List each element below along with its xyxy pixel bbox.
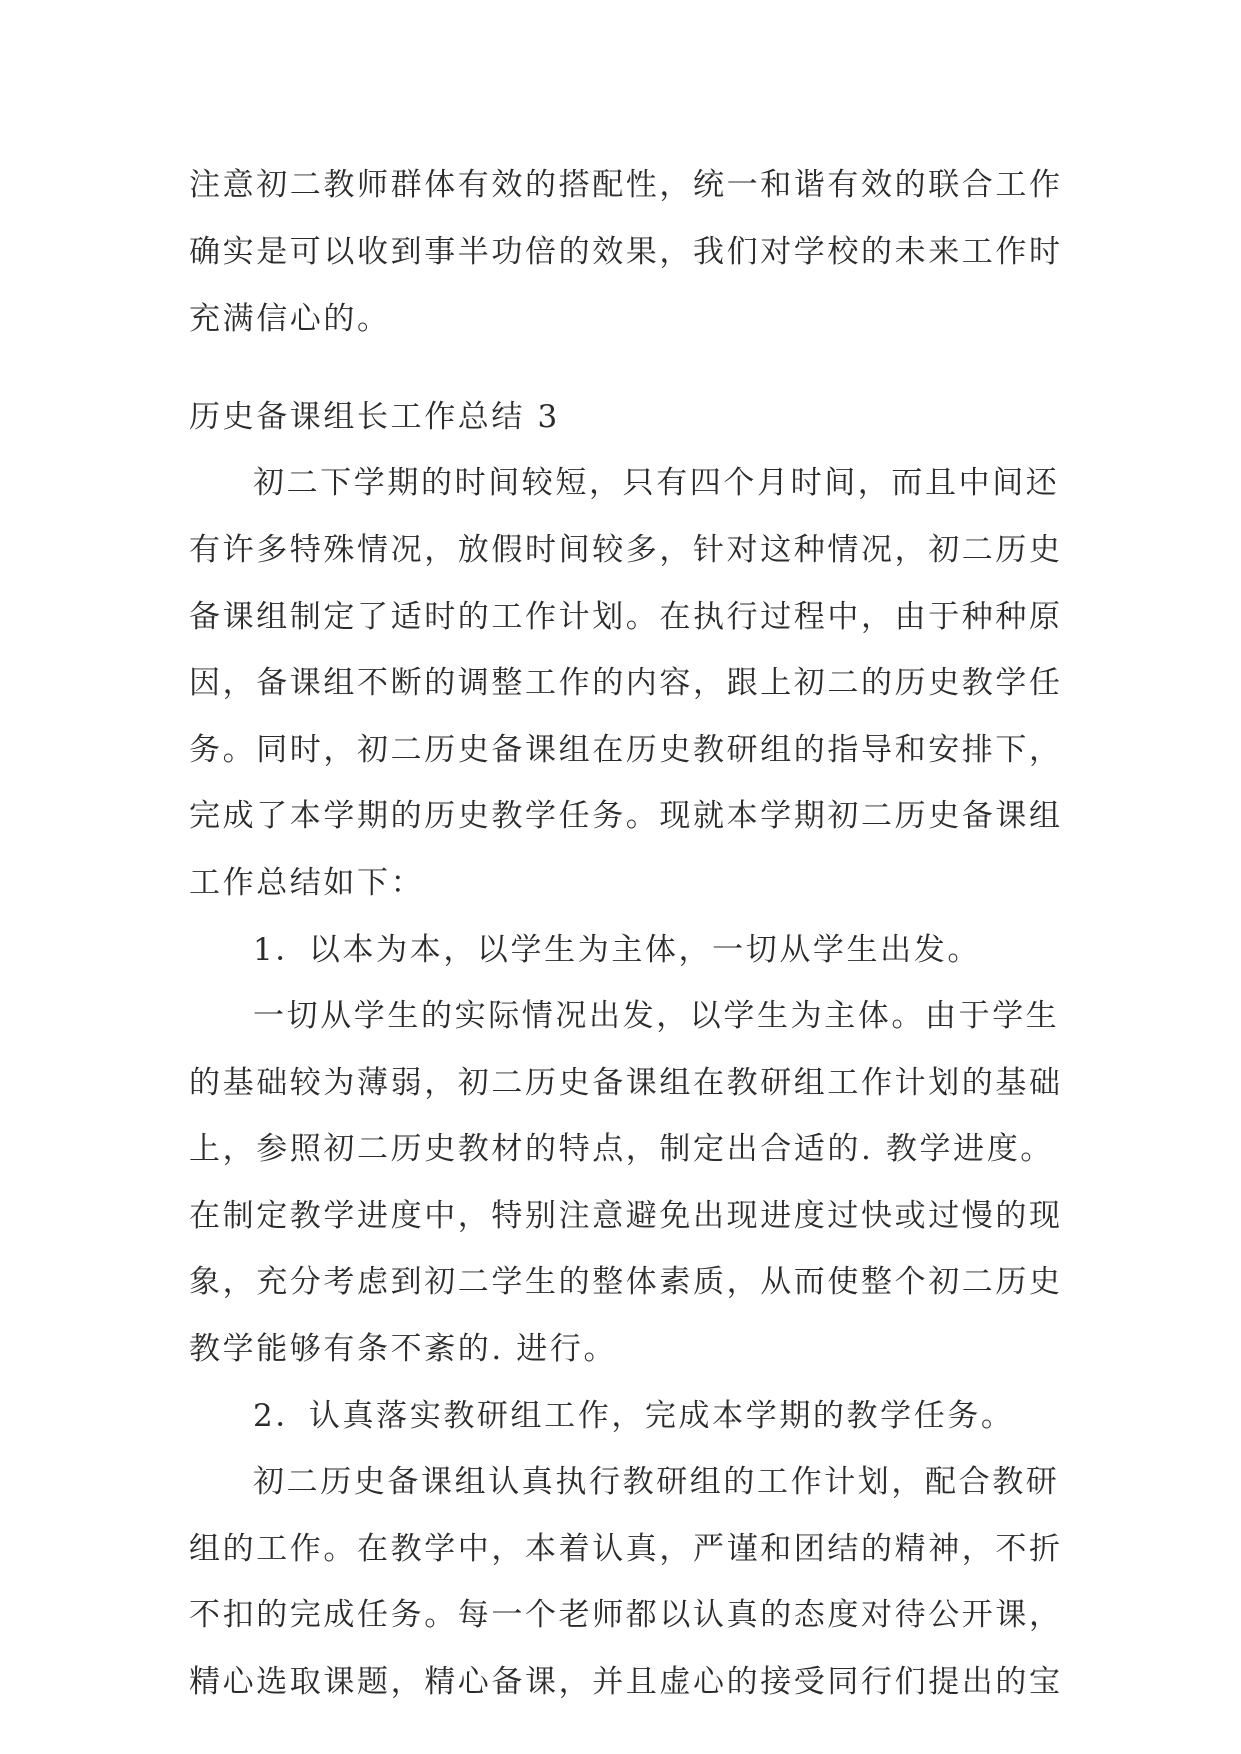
text-line: 完成了本学期的历史教学任务。现就本学期初二历史备课组	[189, 798, 1063, 834]
text-line: 象，充分考虑到初二学生的整体素质，从而使整个初二历史	[189, 1264, 1063, 1300]
text-line: 精心选取课题，精心备课，并且虚心的接受同行们提出的宝	[189, 1664, 1063, 1700]
text-line: 不扣的完成任务。每一个老师都以认真的态度对待公开课，	[189, 1597, 1063, 1633]
text-line: 充满信心的。	[189, 301, 391, 337]
paragraph-first-line: 初二下学期的时间较短，只有四个月时间，而且中间还	[253, 465, 1060, 501]
text-line: 因，备课组不断的调整工作的内容，跟上初二的历史教学任	[189, 665, 1063, 701]
text-line: 注意初二教师群体有效的搭配性，统一和谐有效的联合工作	[189, 167, 1063, 203]
numbered-point: 1．以本为本，以学生为主体，一切从学生出发。	[253, 932, 981, 968]
text-line: 工作总结如下：	[189, 865, 425, 901]
numbered-point: 2．认真落实教研组工作，完成本学期的教学任务。	[253, 1398, 1015, 1434]
text-line: 有许多特殊情况，放假时间较多，针对这种情况，初二历史	[189, 532, 1063, 568]
text-line: 组的工作。在教学中，本着认真，严谨和团结的精神，不折	[189, 1531, 1063, 1567]
paragraph-first-line: 初二历史备课组认真执行教研组的工作计划，配合教研	[253, 1464, 1060, 1500]
text-line: 教学能够有条不紊的. 进行。	[189, 1331, 618, 1367]
text-line: 的基础较为薄弱，初二历史备课组在教研组工作计划的基础	[189, 1065, 1063, 1101]
text-line: 备课组制定了适时的工作计划。在执行过程中，由于种种原	[189, 599, 1063, 635]
text-line: 确实是可以收到事半功倍的效果，我们对学校的未来工作时	[189, 234, 1063, 270]
text-line: 在制定教学进度中，特别注意避免出现进度过快或过慢的现	[189, 1198, 1063, 1234]
text-line: 务。同时，初二历史备课组在历史教研组的指导和安排下，	[189, 732, 1063, 768]
paragraph-first-line: 一切从学生的实际情况出发，以学生为主体。由于学生	[253, 998, 1060, 1034]
section-heading: 历史备课组长工作总结 3	[189, 399, 560, 435]
text-line: 上，参照初二历史教材的特点，制定出合适的. 教学进度。	[189, 1131, 1054, 1167]
